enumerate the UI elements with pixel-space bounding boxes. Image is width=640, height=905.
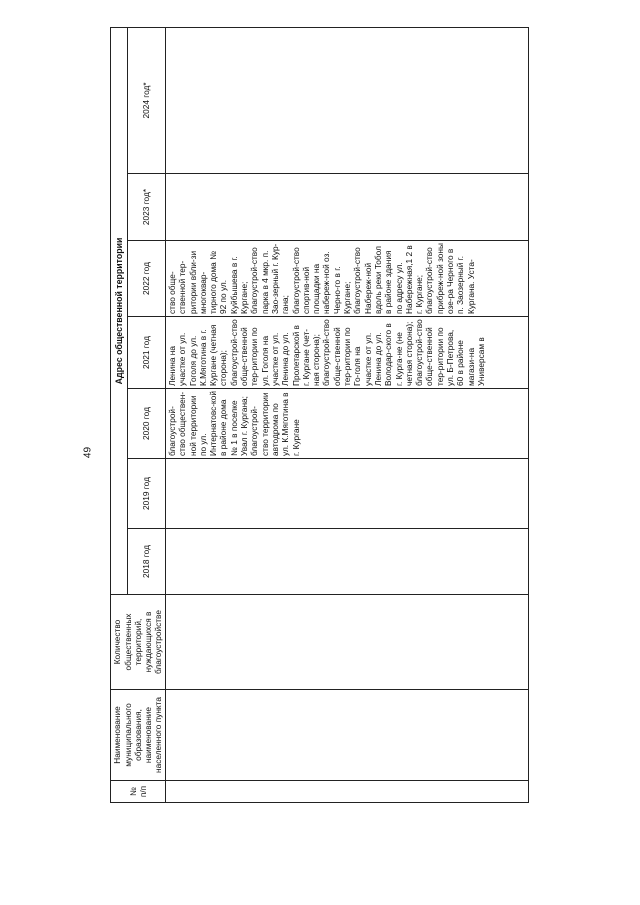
header-count: Количество общественных территорий, нуждающихся в благоустройстве xyxy=(111,595,166,690)
header-address-group: Адрес общественной территории xyxy=(111,27,128,594)
header-municipality: Наименование муниципального образования, наименование населенного пункта xyxy=(111,690,166,781)
header-year-2024: 2024 год* xyxy=(128,27,166,173)
cell-2021-text: Ленина на участке от ул. Гоголя до ул. К.Мяготина в г. Кургане (четная сторона); благоустрой-ство обще-ственной тер-ритории по ул. Гоголя на участке от ул. Ленина до ул. Пролетарской в г. Кургане (чет-ная сторона); благоустрой-ство обще-ственной тер-ритории по Го-голя на участке от ул. Ленина до ул. Володар-ского в г. Курга-не (не четная сторона); благоустрой-ство обще-ственной тер-ритории по ул. Б-Петрова, 60 в районе магази-на Универсам в xyxy=(167,319,486,386)
cell-count xyxy=(166,595,529,690)
cell-2019 xyxy=(166,459,529,529)
header-year-2022: 2022 год xyxy=(128,241,166,317)
cell-2022-text: ство обще-ственной тер-ритории вбли-зи многоквар-тирного дома № 92 по ул. Куйбышева в г. Кургане; благоустрой-ство парка в 4 мкр. п. Зао-зерный г. Кур-гана; благоустрой-ство спортив-ной площадки на набереж-ной оз. Черно-го в г. Кургане; благоустрой-ство Набереж-ной вдоль реки Тобол в районе здания по адресу ул. Набережная,1 2 в г. Кургане; благоустрой-ство прибреж-ной зоны озе-ра Черного в п. Заозерный г. Кургана. Уста- xyxy=(167,243,476,314)
cell-municipality xyxy=(166,690,529,781)
cell-2018 xyxy=(166,529,529,595)
header-year-2018: 2018 год xyxy=(128,529,166,595)
cell-num xyxy=(166,781,529,803)
cell-2023 xyxy=(166,174,529,241)
table-sheet xyxy=(110,28,530,803)
cell-2021 xyxy=(166,317,529,389)
cell-2022 xyxy=(166,241,529,317)
cell-2024 xyxy=(166,27,529,173)
header-year-2019: 2019 год xyxy=(128,459,166,529)
header-num: № п/п xyxy=(111,781,166,803)
header-year-2021: 2021 год xyxy=(128,317,166,389)
territories-table xyxy=(110,27,529,803)
header-year-2023: 2023 год* xyxy=(128,174,166,241)
cell-2020 xyxy=(166,389,529,459)
page-number: 49 xyxy=(82,446,94,459)
header-year-2020: 2020 год xyxy=(128,389,166,459)
table-row xyxy=(166,27,529,802)
cell-2020-text: благоустрой-ство обществен-ной территории по ул. Интернатовс-кой в районе дома № 1 в поселке Увал г. Кургана; благоустрой-ство территории автодрома по ул. К.Мяготина в г. Кургане xyxy=(167,391,301,456)
header-row-1 xyxy=(111,27,128,802)
rotated-table-wrapper xyxy=(110,28,530,803)
